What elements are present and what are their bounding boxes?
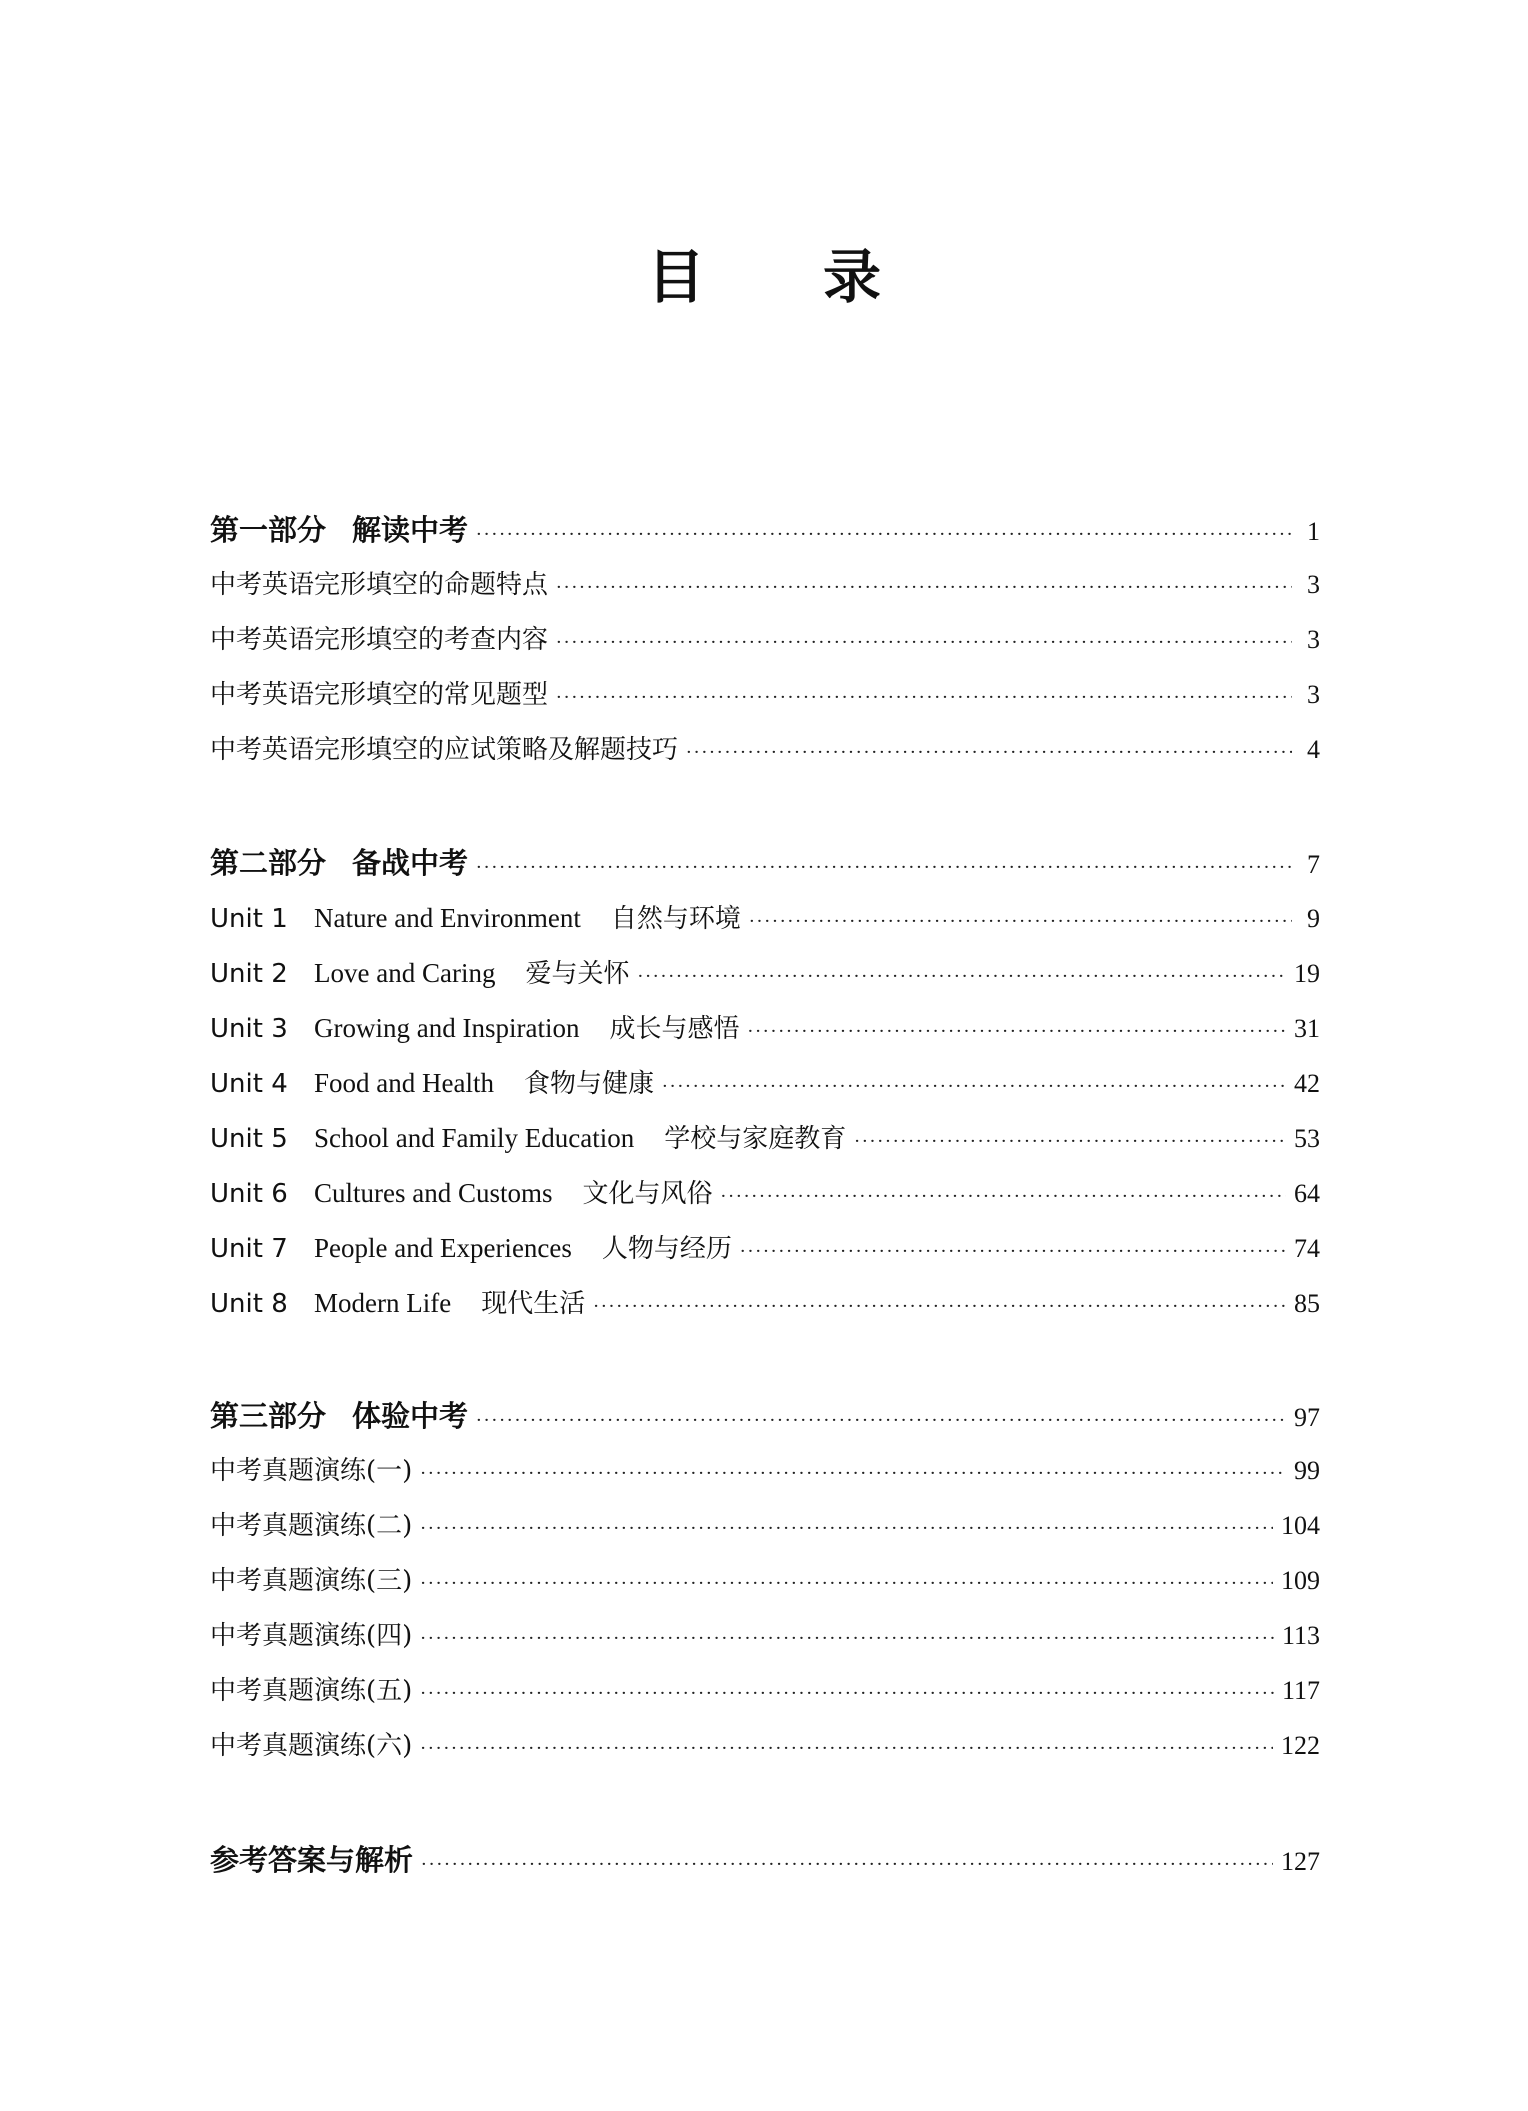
part-2-title: 备战中考 bbox=[352, 846, 469, 880]
dot-leader bbox=[420, 1454, 1286, 1494]
unit-page: 42 bbox=[1294, 1069, 1320, 1098]
part-1-title: 解读中考 bbox=[352, 513, 469, 547]
unit-number: Unit 7 bbox=[210, 1234, 288, 1264]
part-2-page: 7 bbox=[1307, 850, 1320, 879]
unit-title-zh: 爱与关怀 bbox=[525, 959, 630, 989]
toc-unit-8[interactable] bbox=[210, 1283, 1320, 1323]
entry-label: 中考真题演练(二) bbox=[210, 1511, 413, 1541]
dot-leader bbox=[420, 1509, 1273, 1549]
unit-page: 9 bbox=[1307, 904, 1320, 933]
dot-leader bbox=[593, 1287, 1286, 1327]
toc-entry[interactable] bbox=[210, 1726, 1320, 1766]
toc-entry[interactable] bbox=[210, 1671, 1320, 1711]
toc-entry[interactable] bbox=[210, 1616, 1320, 1656]
dot-leader bbox=[420, 1729, 1273, 1769]
entry-page: 3 bbox=[1307, 680, 1320, 709]
entry-page: 3 bbox=[1307, 625, 1320, 654]
unit-number: Unit 2 bbox=[210, 959, 288, 989]
toc-part-2[interactable] bbox=[210, 843, 1320, 883]
entry-page: 99 bbox=[1294, 1456, 1320, 1485]
unit-title-en: People and Experiences bbox=[314, 1233, 572, 1263]
dot-leader bbox=[421, 1845, 1273, 1885]
part-3-page: 97 bbox=[1294, 1403, 1320, 1432]
entry-page: 113 bbox=[1281, 1621, 1320, 1650]
dot-leader bbox=[556, 568, 1292, 608]
dot-leader bbox=[686, 733, 1292, 773]
unit-title-zh: 学校与家庭教育 bbox=[664, 1124, 847, 1154]
unit-page: 19 bbox=[1294, 959, 1320, 988]
dot-leader bbox=[420, 1674, 1274, 1714]
unit-number: Unit 1 bbox=[210, 904, 288, 934]
entry-label: 中考英语完形填空的应试策略及解题技巧 bbox=[210, 735, 679, 765]
unit-page: 85 bbox=[1294, 1289, 1320, 1318]
unit-page: 31 bbox=[1294, 1014, 1320, 1043]
page-title bbox=[0, 243, 1528, 311]
answers-title: 参考答案与解析 bbox=[210, 1843, 414, 1877]
answers-page: 127 bbox=[1281, 1847, 1320, 1876]
dot-leader bbox=[747, 1012, 1286, 1052]
unit-number: Unit 4 bbox=[210, 1069, 288, 1099]
dot-leader bbox=[556, 623, 1292, 663]
toc-unit-2[interactable] bbox=[210, 953, 1320, 993]
unit-page: 53 bbox=[1294, 1124, 1320, 1153]
unit-title-en: Nature and Environment bbox=[314, 903, 581, 933]
unit-title-en: Cultures and Customs bbox=[314, 1178, 553, 1208]
entry-label: 中考真题演练(六) bbox=[210, 1731, 413, 1761]
toc-part-3[interactable] bbox=[210, 1396, 1320, 1436]
entry-label: 中考英语完形填空的常见题型 bbox=[210, 680, 549, 710]
toc-entry[interactable] bbox=[210, 675, 1320, 715]
toc-unit-4[interactable] bbox=[210, 1063, 1320, 1103]
dot-leader bbox=[721, 1177, 1286, 1217]
unit-number: Unit 3 bbox=[210, 1014, 288, 1044]
part-1-page: 1 bbox=[1307, 517, 1320, 546]
unit-title-en: School and Family Education bbox=[314, 1123, 635, 1153]
dot-leader bbox=[420, 1619, 1274, 1659]
toc-unit-1[interactable] bbox=[210, 898, 1320, 938]
dot-leader bbox=[476, 515, 1292, 555]
toc-unit-3[interactable] bbox=[210, 1008, 1320, 1048]
toc-answers[interactable] bbox=[210, 1840, 1320, 1880]
dot-leader bbox=[476, 1401, 1286, 1441]
unit-title-zh: 自然与环境 bbox=[610, 904, 741, 934]
dot-leader bbox=[662, 1067, 1286, 1107]
unit-title-en: Food and Health bbox=[314, 1068, 494, 1098]
entry-label: 中考真题演练(四) bbox=[210, 1621, 413, 1651]
toc-entry[interactable] bbox=[210, 1561, 1320, 1601]
unit-number: Unit 6 bbox=[210, 1179, 288, 1209]
dot-leader bbox=[556, 678, 1292, 718]
entry-page: 117 bbox=[1281, 1676, 1320, 1705]
toc-entry[interactable] bbox=[210, 620, 1320, 660]
toc-part-1[interactable] bbox=[210, 510, 1320, 550]
toc-entry[interactable] bbox=[210, 565, 1320, 605]
toc-unit-6[interactable] bbox=[210, 1173, 1320, 1213]
entry-label: 中考真题演练(五) bbox=[210, 1676, 413, 1706]
entry-label: 中考真题演练(三) bbox=[210, 1566, 413, 1596]
unit-number: Unit 8 bbox=[210, 1289, 288, 1319]
title-char-2: 录 bbox=[823, 243, 882, 311]
entry-page: 3 bbox=[1307, 570, 1320, 599]
dot-leader bbox=[637, 957, 1286, 997]
dot-leader bbox=[420, 1564, 1273, 1604]
unit-title-zh: 文化与风俗 bbox=[582, 1179, 713, 1209]
entry-label: 中考英语完形填空的命题特点 bbox=[210, 570, 549, 600]
toc-unit-7[interactable] bbox=[210, 1228, 1320, 1268]
dot-leader bbox=[854, 1122, 1286, 1162]
toc-entry[interactable] bbox=[210, 730, 1320, 770]
title-char-1: 目 bbox=[646, 243, 705, 311]
unit-page: 74 bbox=[1294, 1234, 1320, 1263]
unit-title-zh: 现代生活 bbox=[481, 1289, 586, 1319]
entry-page: 122 bbox=[1281, 1731, 1320, 1760]
entry-page: 4 bbox=[1307, 735, 1320, 764]
dot-leader bbox=[749, 902, 1292, 942]
unit-title-en: Modern Life bbox=[314, 1288, 452, 1318]
unit-title-en: Love and Caring bbox=[314, 958, 496, 988]
unit-title-en: Growing and Inspiration bbox=[314, 1013, 580, 1043]
part-1-number: 第一部分 bbox=[210, 513, 327, 547]
toc-entry[interactable] bbox=[210, 1506, 1320, 1546]
part-3-number: 第三部分 bbox=[210, 1399, 327, 1433]
unit-number: Unit 5 bbox=[210, 1124, 288, 1154]
part-3-title: 体验中考 bbox=[352, 1399, 469, 1433]
unit-title-zh: 人物与经历 bbox=[601, 1234, 732, 1264]
entry-label: 中考英语完形填空的考查内容 bbox=[210, 625, 549, 655]
toc-entry[interactable] bbox=[210, 1451, 1320, 1491]
dot-leader bbox=[476, 848, 1292, 888]
entry-page: 109 bbox=[1281, 1566, 1320, 1595]
part-2-number: 第二部分 bbox=[210, 846, 327, 880]
dot-leader bbox=[740, 1232, 1286, 1272]
unit-title-zh: 食物与健康 bbox=[523, 1069, 654, 1099]
unit-title-zh: 成长与感悟 bbox=[609, 1014, 740, 1044]
toc-unit-5[interactable] bbox=[210, 1118, 1320, 1158]
entry-label: 中考真题演练(一) bbox=[210, 1456, 413, 1486]
entry-page: 104 bbox=[1281, 1511, 1320, 1540]
unit-page: 64 bbox=[1294, 1179, 1320, 1208]
